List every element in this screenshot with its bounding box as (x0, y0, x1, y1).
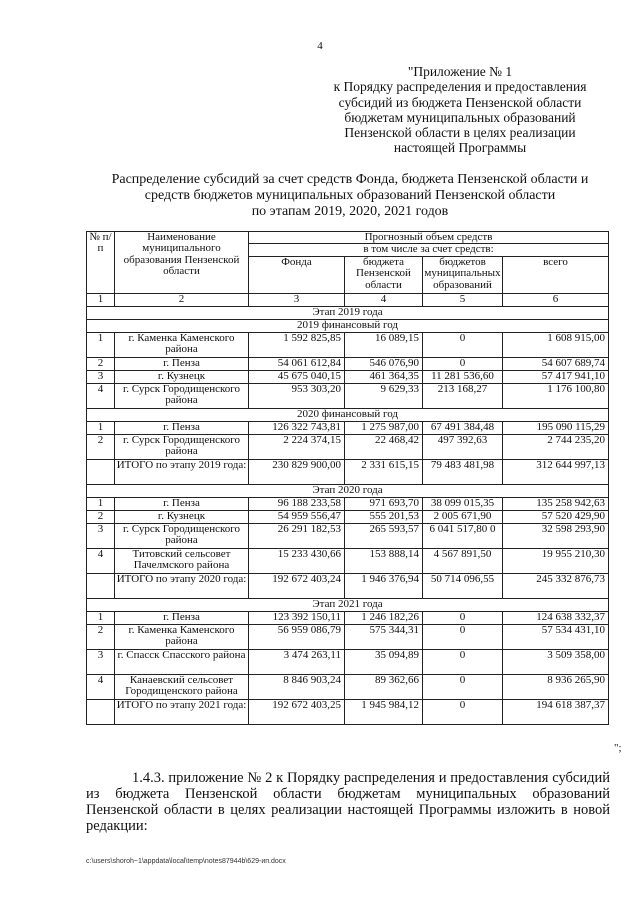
cell-total: 2 744 235,20 (503, 434, 609, 459)
cell-fund: 54 959 556,47 (249, 510, 345, 523)
cell-regional: 461 364,35 (345, 370, 423, 383)
cell-regional: 9 629,33 (345, 383, 423, 408)
cell-fund: 230 829 900,00 (249, 459, 345, 484)
total-row (87, 459, 609, 484)
cell-regional: 153 888,14 (345, 548, 423, 573)
appendix-heading (300, 64, 620, 156)
section-label: Этап 2020 года (87, 484, 609, 497)
table-row (87, 548, 609, 573)
cell-regional: 2 331 615,15 (345, 459, 423, 484)
cell-regional: 1 275 987,00 (345, 421, 423, 434)
cell-total: 32 598 293,90 (503, 523, 609, 548)
table-row (87, 523, 609, 548)
cell-fund: 126 322 743,81 (249, 421, 345, 434)
cell-num: 1 (87, 421, 115, 434)
cell-municipal: 0 (423, 332, 503, 357)
cell-regional: 1 946 376,94 (345, 573, 423, 598)
cell-fund: 15 233 430,66 (249, 548, 345, 573)
cell-name: г. Сурск Городищенского района (115, 434, 249, 459)
table-row (87, 611, 609, 624)
header-municipal: бюджетов муниципальных образований (423, 256, 503, 293)
cell-fund: 192 672 403,25 (249, 699, 345, 724)
cell-municipal: 2 005 671,90 (423, 510, 503, 523)
cell-name: г. Спасск Спасского района (115, 649, 249, 674)
page-number: 4 (317, 40, 323, 52)
cell-num: 1 (87, 332, 115, 357)
cell-name: Канаевский сельсовет Городищенского района (115, 674, 249, 699)
cell-num: 2 (87, 510, 115, 523)
section-label: 2019 финансовый год (87, 319, 609, 332)
appendix-line: настоящей Программы (393, 140, 527, 156)
col-number: 6 (503, 293, 609, 306)
header-fund: Фонда (249, 256, 345, 293)
cell-municipal: 497 392,63 (423, 434, 503, 459)
cell-num: 4 (87, 548, 115, 573)
section-label: Этап 2021 года (87, 598, 609, 611)
cell-regional: 265 593,57 (345, 523, 423, 548)
title-line: Распределение субсидий за счет средств Фонда, бюджета Пензенской области и (111, 172, 589, 187)
table-row (87, 383, 609, 408)
cell-name: г. Сурск Городищенского района (115, 523, 249, 548)
total-row (87, 699, 609, 724)
cell-num: 2 (87, 624, 115, 649)
cell-name: ИТОГО по этапу 2021 года: (115, 699, 249, 724)
col-number: 4 (345, 293, 423, 306)
col-number: 3 (249, 293, 345, 306)
section-label: Этап 2019 года (87, 306, 609, 319)
cell-regional: 971 693,70 (345, 497, 423, 510)
cell-total: 57 520 429,90 (503, 510, 609, 523)
header-name: Наименование муниципального образования Пензенской области (115, 232, 249, 294)
cell-num: 2 (87, 357, 115, 370)
appendix-line: "Приложение № 1 (407, 64, 513, 79)
cell-total: 1 608 915,00 (503, 332, 609, 357)
footer-file-path: c:\users\shoroh~1\appdata\local\temp\notes87944b\629-ип.docx (86, 858, 286, 865)
section-row (87, 408, 609, 421)
cell-municipal: 0 (423, 624, 503, 649)
cell-fund: 123 392 150,11 (249, 611, 345, 624)
cell-regional: 89 362,66 (345, 674, 423, 699)
section-row (87, 484, 609, 497)
cell-municipal: 38 099 015,35 (423, 497, 503, 510)
cell-fund: 54 061 612,84 (249, 357, 345, 370)
cell-name: г. Кузнецк (115, 510, 249, 523)
col-number: 2 (115, 293, 249, 306)
cell-regional: 35 094,89 (345, 649, 423, 674)
cell-municipal: 4 567 891,50 (423, 548, 503, 573)
table-row (87, 649, 609, 674)
subsidy-table (86, 231, 609, 725)
cell-municipal: 0 (423, 699, 503, 724)
cell-municipal: 79 483 481,98 (423, 459, 503, 484)
cell-regional: 546 076,90 (345, 357, 423, 370)
cell-fund: 96 188 233,58 (249, 497, 345, 510)
appendix-line: бюджетам муниципальных образований (344, 109, 576, 125)
section-row (87, 319, 609, 332)
cell-fund: 2 224 374,15 (249, 434, 345, 459)
cell-total: 19 955 210,30 (503, 548, 609, 573)
cell-total: 54 607 689,74 (503, 357, 609, 370)
paragraph-text: 1.4.3. приложение № 2 к Порядку распределения и предоставления субсидий из бюджета Пензенской области бюджетам муниципальных образований Пензенской области в целях реализации настоящей Программы изложить в новой редакции: (86, 770, 610, 834)
body-paragraph (86, 770, 610, 834)
title-line: по этапам 2019, 2020, 2021 годов (251, 204, 449, 219)
cell-fund: 1 592 825,85 (249, 332, 345, 357)
cell-regional: 22 468,42 (345, 434, 423, 459)
total-row (87, 573, 609, 598)
cell-name: г. Пенза (115, 497, 249, 510)
cell-total: 135 258 942,63 (503, 497, 609, 510)
appendix-line: к Порядку распределения и предоставления (333, 79, 587, 95)
header-num: № п/п (87, 232, 115, 294)
cell-total: 124 638 332,37 (503, 611, 609, 624)
cell-name: г. Пенза (115, 421, 249, 434)
cell-name: г. Сурск Городищенского района (115, 383, 249, 408)
cell-total: 1 176 100,80 (503, 383, 609, 408)
cell-total: 195 090 115,29 (503, 421, 609, 434)
cell-municipal: 67 491 384,48 (423, 421, 503, 434)
cell-total: 245 332 876,73 (503, 573, 609, 598)
cell-regional: 1 945 984,12 (345, 699, 423, 724)
header-total: всего (503, 256, 609, 293)
cell-regional: 575 344,31 (345, 624, 423, 649)
document-title (80, 172, 620, 220)
table-body (87, 306, 609, 724)
cell-regional: 555 201,53 (345, 510, 423, 523)
header-regional: бюджета Пензенской области (345, 256, 423, 293)
cell-name: г. Каменка Каменского района (115, 332, 249, 357)
cell-num: 1 (87, 497, 115, 510)
appendix-line: Пензенской области в целях реализации (344, 125, 576, 141)
cell-fund: 45 675 040,15 (249, 370, 345, 383)
cell-fund: 3 474 263,11 (249, 649, 345, 674)
cell-municipal: 213 168,27 (423, 383, 503, 408)
cell-num: 3 (87, 649, 115, 674)
cell-municipal: 0 (423, 611, 503, 624)
table-row (87, 357, 609, 370)
cell-name: ИТОГО по этапу 2020 года: (115, 573, 249, 598)
header-including: в том числе за счет средств: (249, 244, 609, 256)
cell-municipal: 50 714 096,55 (423, 573, 503, 598)
col-number: 5 (423, 293, 503, 306)
table-row (87, 421, 609, 434)
cell-name: ИТОГО по этапу 2019 года: (115, 459, 249, 484)
appendix-line: субсидий из бюджета Пензенской области (338, 94, 582, 110)
table-row (87, 370, 609, 383)
cell-total: 312 644 997,13 (503, 459, 609, 484)
cell-total: 57 534 431,10 (503, 624, 609, 649)
cell-name: г. Каменка Каменского района (115, 624, 249, 649)
cell-municipal: 11 281 536,60 (423, 370, 503, 383)
cell-num: 4 (87, 383, 115, 408)
cell-num: 3 (87, 370, 115, 383)
section-row (87, 598, 609, 611)
cell-num (87, 573, 115, 598)
cell-fund: 26 291 182,53 (249, 523, 345, 548)
cell-fund: 56 959 086,79 (249, 624, 345, 649)
header-volume: Прогнозный объем средств (249, 232, 609, 244)
cell-num (87, 459, 115, 484)
cell-total: 8 936 265,90 (503, 674, 609, 699)
cell-name: г. Пенза (115, 611, 249, 624)
table-row (87, 624, 609, 649)
section-row (87, 306, 609, 319)
cell-num: 2 (87, 434, 115, 459)
cell-municipal: 0 (423, 674, 503, 699)
table-row (87, 497, 609, 510)
cell-municipal: 0 (423, 357, 503, 370)
cell-name: г. Кузнецк (115, 370, 249, 383)
cell-num: 3 (87, 523, 115, 548)
cell-name: г. Пенза (115, 357, 249, 370)
section-label: 2020 финансовый год (87, 408, 609, 421)
table-row (87, 674, 609, 699)
cell-municipal: 0 (423, 649, 503, 674)
col-number: 1 (87, 293, 115, 306)
title-line: средств бюджетов муниципальных образований Пензенской области (144, 188, 556, 203)
cell-fund: 192 672 403,24 (249, 573, 345, 598)
cell-fund: 953 303,20 (249, 383, 345, 408)
table-row (87, 510, 609, 523)
cell-total: 3 509 358,00 (503, 649, 609, 674)
cell-num (87, 699, 115, 724)
cell-municipal: 6 041 517,80 0 (423, 523, 503, 548)
table-row (87, 434, 609, 459)
cell-total: 57 417 941,10 (503, 370, 609, 383)
cell-regional: 16 089,15 (345, 332, 423, 357)
cell-regional: 1 246 182,26 (345, 611, 423, 624)
cell-total: 194 618 387,37 (503, 699, 609, 724)
cell-name: Титовский сельсовет Пачелмского района (115, 548, 249, 573)
cell-fund: 8 846 903,24 (249, 674, 345, 699)
cell-num: 1 (87, 611, 115, 624)
cell-num: 4 (87, 674, 115, 699)
table-row (87, 332, 609, 357)
closing-quote: "; (614, 742, 622, 754)
